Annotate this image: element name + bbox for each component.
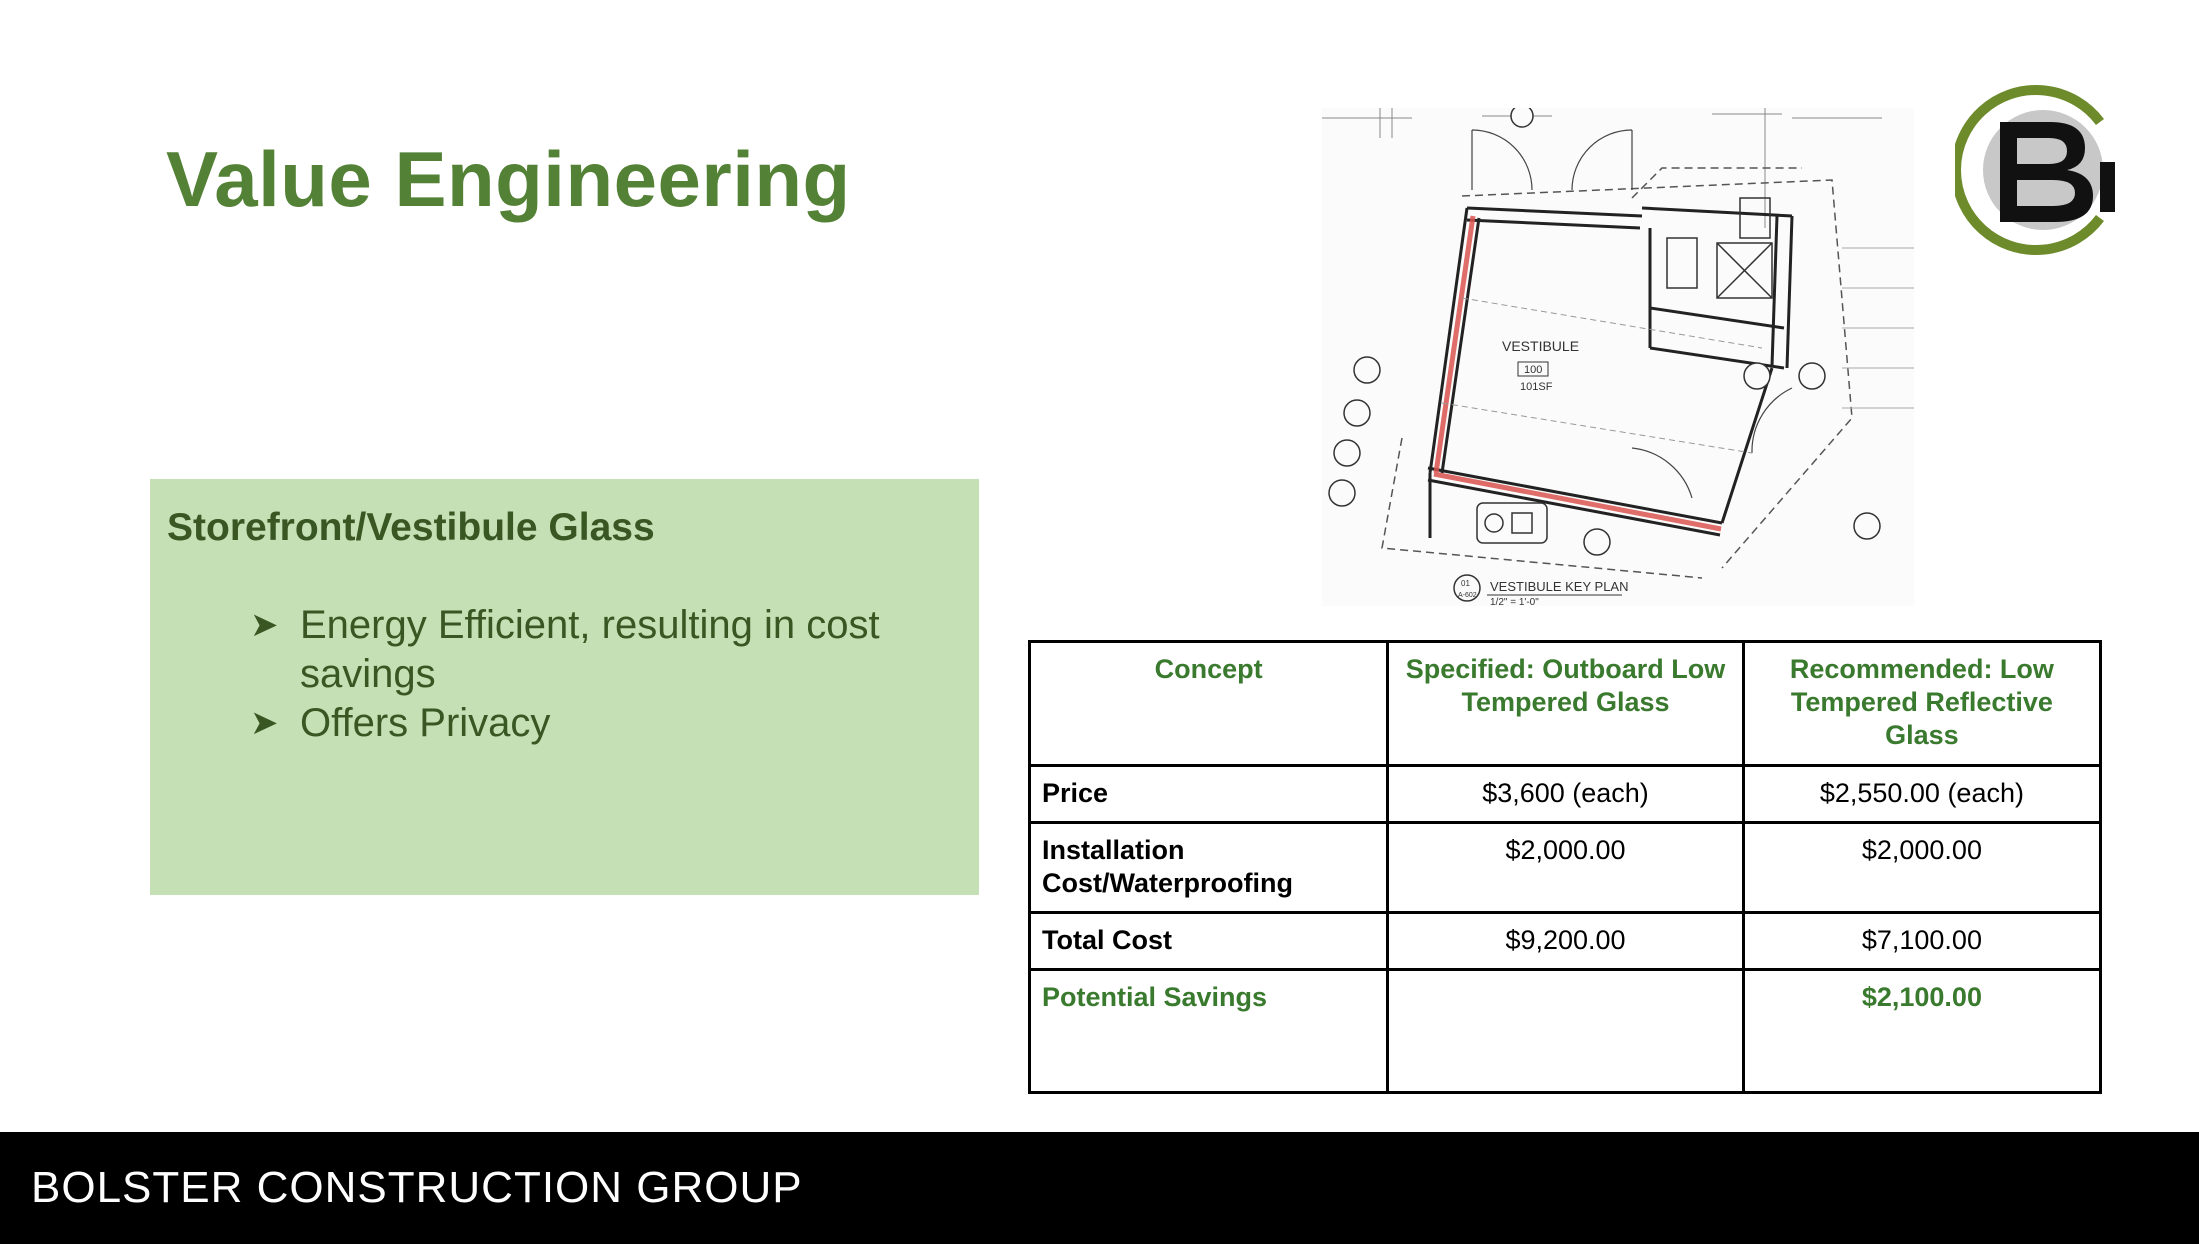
plan-caption: VESTIBULE KEY PLAN [1490,579,1629,594]
footer-bar [0,1132,2199,1244]
specified-value: $3,600 (each) [1388,766,1744,823]
header-concept: Concept [1030,642,1388,766]
bullet-list [250,601,940,748]
table-header-row [1030,642,2101,766]
row-label: Total Cost [1030,913,1388,970]
bullet-text: Energy Efficient, resulting in cost savings [300,603,880,696]
bullet-item [250,699,940,748]
recommended-value: $7,100.00 [1743,913,2100,970]
specified-value: $2,000.00 [1388,823,1744,913]
recommended-value: $2,100.00 [1743,970,2100,1093]
specified-value: $9,200.00 [1388,913,1744,970]
slide-title: Value Engineering [166,135,851,223]
header-specified: Specified: Outboard Low Tempered Glass [1388,642,1744,766]
table-row [1030,913,2101,970]
table-row [1030,766,2101,823]
bullet-item [250,601,940,699]
table-row [1030,823,2101,913]
callout-sheet: A-602 [1458,592,1477,599]
floor-plan-drawing [1322,108,1914,606]
company-logo [1955,82,2115,258]
room-label: VESTIBULE [1502,338,1580,354]
arrow-bullet-icon: ➤ [250,606,279,644]
row-label: Potential Savings [1030,970,1388,1093]
room-area: 101SF [1520,381,1553,393]
cost-comparison-table [1028,640,2102,1094]
recommended-value: $2,550.00 (each) [1743,766,2100,823]
arrow-bullet-icon: ➤ [250,704,279,742]
specified-value [1388,970,1744,1093]
info-panel [150,479,979,895]
row-label: Installation Cost/Waterproofing [1030,823,1388,913]
bullet-text: Offers Privacy [300,701,551,745]
recommended-value: $2,000.00 [1743,823,2100,913]
header-recommended: Recommended: Low Tempered Reflective Glass [1743,642,2100,766]
table-row [1030,970,2101,1093]
row-label: Price [1030,766,1388,823]
callout-number: 01 [1461,579,1470,588]
company-name: BOLSTER CONSTRUCTION GROUP [31,1163,803,1212]
panel-heading: Storefront/Vestibule Glass [167,506,655,549]
room-number: 100 [1524,364,1543,376]
plan-scale: 1/2" = 1'-0" [1490,597,1539,606]
